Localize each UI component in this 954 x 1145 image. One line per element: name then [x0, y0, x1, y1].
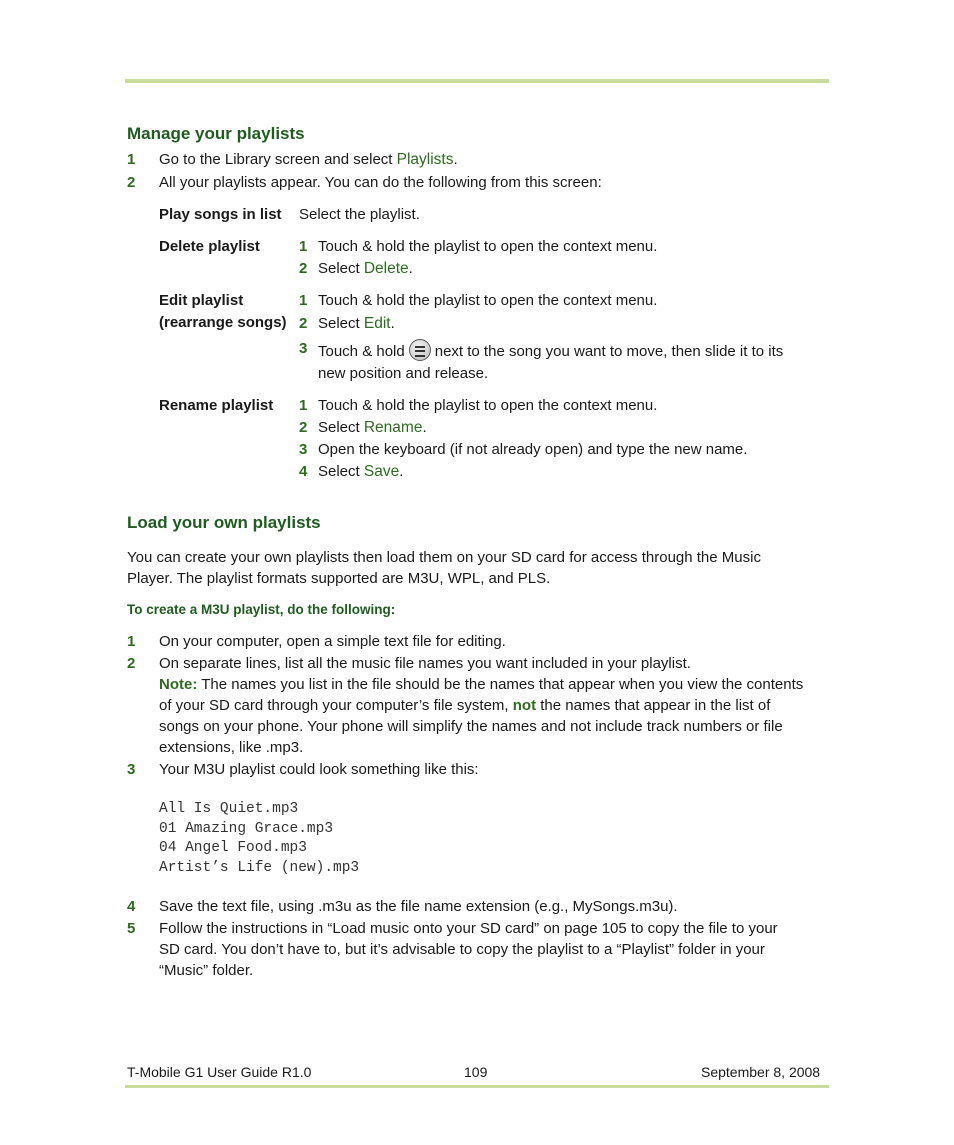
substep-text-pre: Select: [318, 419, 364, 436]
substep-text-post: .: [399, 463, 404, 480]
substep-text-post: .: [390, 315, 395, 332]
intro-text-line-2: Player. The playlist formats supported are M3U, WPL, and PLS.: [127, 570, 551, 587]
substep-text-continued: new position and release.: [318, 365, 489, 382]
step-number: 1: [127, 633, 136, 650]
ui-label-save: Save: [363, 463, 400, 480]
term-rename-playlist: Rename playlist: [159, 397, 274, 414]
note-line-3: songs on your phone. Your phone will simplify the names and not include track numbers or file: [159, 718, 783, 735]
step-number: 1: [127, 151, 136, 168]
section-heading-load-playlists: Load your own playlists: [127, 513, 321, 532]
substep-number: 1: [299, 292, 308, 309]
substep-number: 2: [299, 260, 308, 277]
drag-handle-icon: [409, 339, 431, 361]
substep-text: [318, 462, 403, 482]
step-number: 5: [127, 920, 136, 937]
note-line-2: [159, 696, 770, 716]
step-number: 2: [127, 655, 136, 672]
substep-text-pre: Select: [318, 463, 364, 480]
step-text: Your M3U playlist could look something like this:: [159, 761, 479, 778]
substep-number: 3: [299, 340, 308, 357]
term-description: Select the playlist.: [299, 206, 420, 223]
note-label: Note:: [159, 676, 198, 693]
step-text: On separate lines, list all the music file names you want included in your playlist.: [159, 655, 691, 672]
term-edit-playlist: Edit playlist: [159, 292, 244, 309]
code-line: 01 Amazing Grace.mp3: [159, 821, 334, 837]
substep-number: 2: [299, 315, 308, 332]
step-text-line-2: SD card. You don’t have to, but it’s advisable to copy the playlist to a “Playlist” folder in your: [159, 941, 765, 958]
substep-text-post: .: [408, 260, 413, 277]
ui-label-playlists: Playlists: [396, 151, 454, 168]
ui-label-rename: Rename: [363, 419, 423, 436]
substep-number: 1: [299, 238, 308, 255]
ui-label-delete: Delete: [363, 260, 409, 277]
substep-text: [318, 314, 395, 334]
subheading-create-m3u: To create a M3U playlist, do the following:: [127, 602, 396, 617]
substep-text-pre: Select: [318, 315, 364, 332]
term-play-songs: Play songs in list: [159, 206, 282, 223]
substep-text: Touch & hold the playlist to open the context menu.: [318, 238, 658, 255]
note-text: of your SD card through your computer’s file system,: [159, 697, 513, 714]
substep-number: 3: [299, 441, 308, 458]
substep-text: [318, 339, 783, 362]
step-text-post: .: [453, 151, 458, 168]
step-text: On your computer, open a simple text file for editing.: [159, 633, 506, 650]
step-number: 3: [127, 761, 136, 778]
note-emphasis: not: [512, 697, 537, 714]
code-line: Artist’s Life (new).mp3: [159, 860, 360, 876]
step-text: All your playlists appear. You can do the following from this screen:: [159, 174, 602, 191]
substep-number: 4: [299, 463, 308, 480]
code-line: All Is Quiet.mp3: [159, 801, 299, 817]
step-number: 4: [127, 898, 136, 915]
intro-text-line-1: You can create your own playlists then load them on your SD card for access through the Music: [127, 549, 761, 566]
term-delete-playlist: Delete playlist: [159, 238, 260, 255]
section-heading-manage-playlists: Manage your playlists: [127, 124, 305, 143]
step-text: [159, 150, 458, 170]
substep-text: [318, 259, 413, 279]
substep-text: Touch & hold the playlist to open the context menu.: [318, 292, 658, 309]
term-edit-playlist-sub: (rearrange songs): [159, 314, 287, 331]
ui-label-edit: Edit: [363, 315, 391, 332]
step-number: 2: [127, 174, 136, 191]
footer-title: T-Mobile G1 User Guide R1.0: [127, 1064, 312, 1080]
page-number: 109: [464, 1064, 488, 1080]
note-line-4: extensions, like .mp3.: [159, 739, 304, 756]
substep-text: Touch & hold the playlist to open the context menu.: [318, 397, 658, 414]
step-text-line-1: Follow the instructions in “Load music onto your SD card” on page 105 to copy the file to your: [159, 920, 778, 937]
note-text: the names that appear in the list of: [536, 697, 771, 714]
code-line: 04 Angel Food.mp3: [159, 840, 307, 856]
substep-text-pre: Touch & hold: [318, 343, 405, 360]
step-text: Save the text file, using .m3u as the file name extension (e.g., MySongs.m3u).: [159, 898, 678, 915]
step-text-line-3: “Music” folder.: [159, 962, 254, 979]
substep-number: 2: [299, 419, 308, 436]
substep-text: Open the keyboard (if not already open) and type the new name.: [318, 441, 748, 458]
note-line-1: [159, 675, 803, 695]
footer-date: September 8, 2008: [701, 1064, 821, 1080]
substep-text-post: next to the song you want to move, then slide it to its: [434, 343, 784, 360]
substep-text: [318, 418, 427, 438]
substep-text-pre: Select: [318, 260, 364, 277]
note-text: The names you list in the file should be the names that appear when you view the contents: [197, 676, 804, 693]
header-rule: [125, 79, 829, 83]
step-text-pre: Go to the Library screen and select: [159, 151, 397, 168]
footer-rule: [125, 1085, 829, 1088]
substep-text-post: .: [422, 419, 427, 436]
substep-number: 1: [299, 397, 308, 414]
